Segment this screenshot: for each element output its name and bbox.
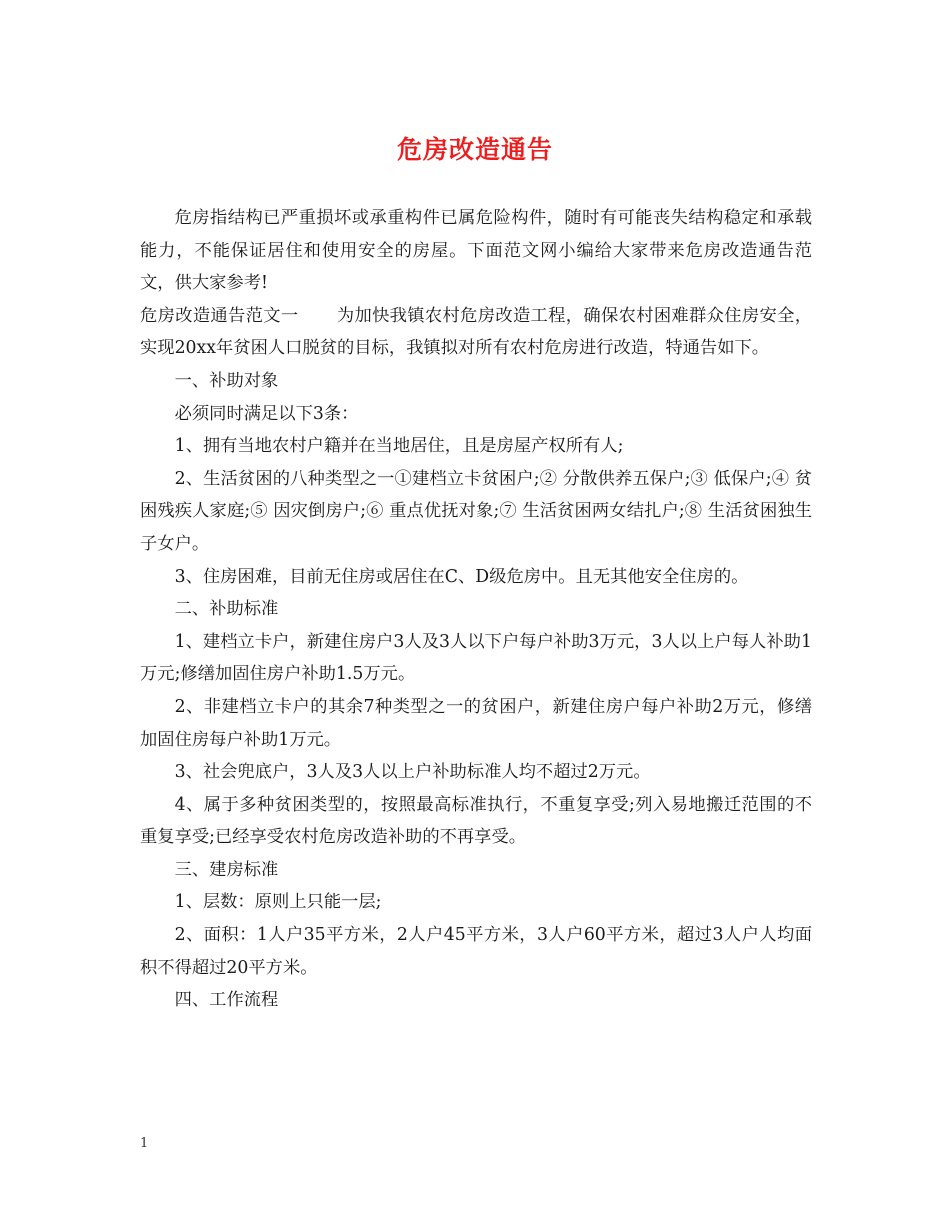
heading-building-standard: 三、建房标准 <box>174 859 279 880</box>
heading-subsidy-target: 一、补助对象 <box>174 370 279 391</box>
heading-subsidy-standard: 二、补助标准 <box>174 599 279 620</box>
document-body <box>140 202 812 1017</box>
list-item-standard-2: 2、非建档立卡户的其余7种类型之一的贫困户，新建住房户每户补助2万元，修缮加固住房每户补助1万元。 <box>140 696 812 750</box>
list-item-building-1: 1、层数：原则上只能一层; <box>174 892 382 913</box>
paragraph-intro: 危房指结构已严重损坏或承重构件已属危险构件，随时有可能丧失结构稳定和承载能力，不能保证居住和使用安全的房屋。下面范文网小编给大家带来危房改造通告范文，供大家参考! <box>140 208 812 294</box>
list-item-condition-3: 3、住房困难，目前无住房或居住在C、D级危房中。且无其他安全住房的。 <box>174 566 749 587</box>
list-item-standard-4: 4、属于多种贫困类型的，按照最高标准执行，不重复享受;列入易地搬迁范围的不重复享受;已经享受农村危房改造补助的不再享受。 <box>140 794 812 848</box>
heading-workflow: 四、工作流程 <box>174 990 279 1011</box>
paragraph-conditions-intro: 必须同时满足以下3条： <box>174 403 359 424</box>
page-number: 1 <box>140 1136 149 1151</box>
paragraph-sample-one <box>140 300 812 365</box>
list-item-condition-2: 2、生活贫困的八种类型之一①建档立卡贫困户;② 分散供养五保户;③ 低保户;④ 贫困残疾人家庭;⑤ 因灾倒房户;⑥ 重点优抚对象;⑦ 生活贫困两女结扎户;⑧ 生活贫困独生子女户。 <box>140 468 812 554</box>
sample-label: 危房改造通告范文一 <box>140 305 299 326</box>
sample-text: 为加快我镇农村危房改造工程，确保农村困难群众住房安全，实现20xx年贫困人口脱贫的目标，我镇拟对所有农村危房进行改造，特通告如下。 <box>140 305 812 359</box>
document-title: 危房改造通告 <box>396 135 553 164</box>
list-item-condition-1: 1、拥有当地农村户籍并在当地居住，且是房屋产权所有人; <box>174 436 624 457</box>
list-item-building-2: 2、面积：1人户35平方米，2人户45平方米，3人户60平方米，超过3人户人均面积不得超过20平方米。 <box>140 925 812 978</box>
list-item-standard-3: 3、社会兜底户，3人及3人以上户补助标准人均不超过2万元。 <box>174 762 651 783</box>
list-item-standard-1: 1、建档立卡户，新建住房户3人及3人以下户每户补助3万元，3人以上户每人补助1万元;修缮加固住房户补助1.5万元。 <box>140 631 812 685</box>
